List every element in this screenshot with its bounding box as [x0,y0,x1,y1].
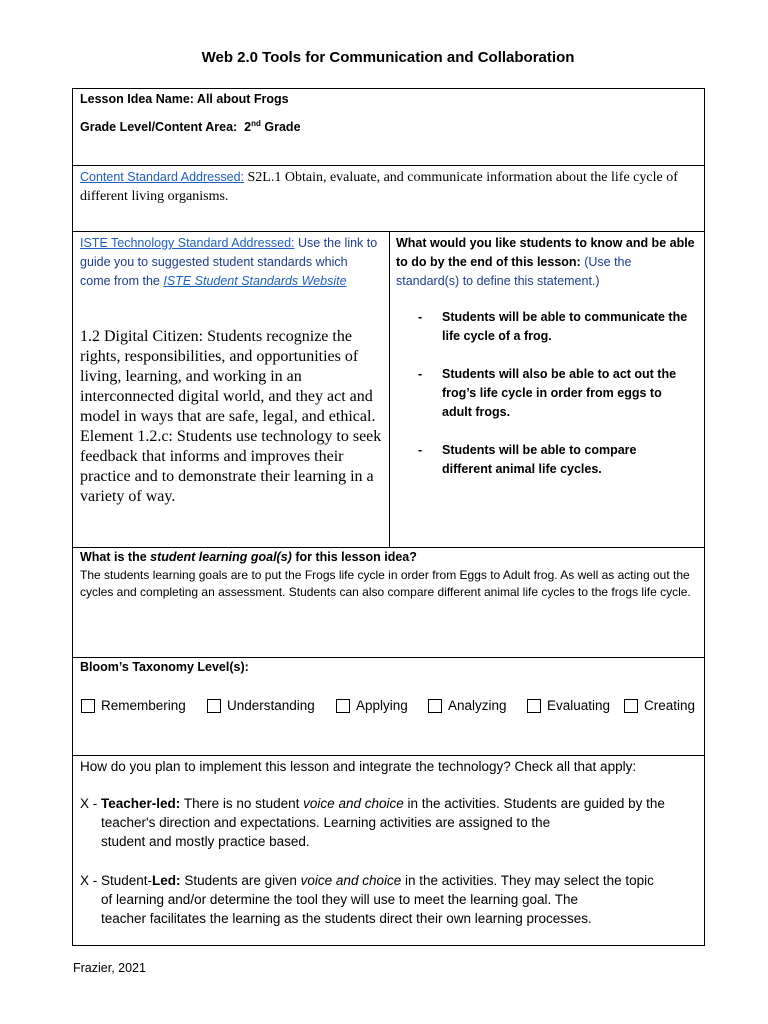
checkbox-understanding[interactable] [207,698,315,713]
student-led-option [80,871,700,928]
goal-q-suffix: for this lesson idea? [295,550,417,564]
objectives-hint: (Use the standard(s) to define this statement.) [396,255,632,288]
blooms-checkbox-row [81,698,701,718]
checkbox-box[interactable] [81,699,95,713]
iste-student-standards-link[interactable]: ISTE Student Standards Website [163,274,347,288]
student-led-mark: X - Student- [80,873,153,888]
checkbox-creating[interactable] [624,698,695,713]
iste-guide-text: Use the link to guide you to suggested student standards which come from the [80,236,378,288]
checkbox-remembering[interactable] [81,698,186,713]
blooms-label: Bloom’s Taxonomy Level(s): [80,660,249,674]
goal-q-prefix: What is the [80,550,147,564]
checkbox-label: Applying [356,698,408,713]
student-led-emphasis: voice and choice [300,873,402,888]
teacher-led-line1 [80,794,700,813]
student-led-line1 [80,871,700,890]
student-led-label: Led: [152,873,181,888]
content-standard-text: S2L.1 Obtain, evaluate, and communicate information about the life cycle of different living organisms. [80,170,678,204]
checkbox-label: Creating [644,698,696,713]
learning-goal-question [80,550,417,564]
content-standard [80,168,690,206]
checkbox-label: Analyzing [448,698,507,713]
list-item: - Students will be able to compare different animal life cycles. [418,441,688,479]
checkbox-box[interactable] [207,699,221,713]
checkbox-label: Understanding [227,698,315,713]
document-title: Web 2.0 Tools for Communication and Collaboration [201,49,575,66]
list-item: - Students will be able to communicate the life cycle of a frog. [418,308,688,346]
objectives-cell [389,231,705,548]
checkbox-label: Evaluating [547,698,611,713]
grade-level [80,119,301,134]
student-led-text1: Students are given [184,873,297,888]
checkbox-box[interactable] [624,699,638,713]
footer-credit: Frazier, 2021 [73,961,146,975]
lesson-info-cell [72,88,705,166]
teacher-led-line2: teacher's direction and expectations. Learning activities are assigned to the [101,815,551,830]
goal-q-emphasis: student learning goal(s) [150,550,292,564]
implementation-cell [72,755,705,946]
checkbox-box[interactable] [428,699,442,713]
learning-goal-cell [72,547,705,658]
content-standard-link[interactable]: Content Standard Addressed: [80,170,245,184]
teacher-led-label: Teacher-led: [101,796,181,811]
objectives-list [418,308,688,498]
objectives-question [396,234,696,291]
teacher-led-text1: There is no student [183,796,300,811]
grade-label: Grade Level/Content Area: [80,120,238,135]
grade-suffix: nd [251,119,261,128]
teacher-led-emphasis: voice and choice [303,796,404,811]
grade-number: 2 [244,120,252,135]
checkbox-applying[interactable] [336,698,408,713]
list-item: - Students will also be able to act out the frog’s life cycle in order from eggs to adult frogs. [418,365,688,422]
checkbox-evaluating[interactable] [527,698,610,713]
checkbox-box[interactable] [336,699,350,713]
checkbox-label: Remembering [101,698,186,713]
checkbox-analyzing[interactable] [428,698,507,713]
iste-standard-text: 1.2 Digital Citizen: Students recognize the rights, responsibilities, and opportunities of living, learning, and working in an interconnected digital world, and they act and model in ways that are safe, legal, and ethical. Element 1.2.c: Students use technology to seek feedback that informs and improves their practice and to demonstrate their learning in a variety of way. [80,328,382,505]
iste-header [80,234,380,291]
checkbox-box[interactable] [527,699,541,713]
teacher-led-line3: student and mostly practice based. [101,834,310,849]
implementation-question: How do you plan to implement this lesson and integrate the technology? Check all that apply: [80,759,637,774]
teacher-led-option [80,794,700,851]
iste-standard-cell [72,231,390,548]
teacher-led-text2: in the activities. Students are guided by the [407,796,665,811]
grade-word: Grade [264,120,301,135]
student-led-line3: teacher facilitates the learning as the students direct their own learning processes. [101,911,592,926]
content-standard-cell [72,165,705,232]
iste-standard-link[interactable]: ISTE Technology Standard Addressed: [80,236,295,250]
objectives-question-text: What would you like students to know and be able to do by the end of this lesson: [396,236,695,269]
student-led-line2: of learning and/or determine the tool they will use to meet the learning goal. The [101,892,579,907]
lesson-idea-name: Lesson Idea Name: All about Frogs [80,92,289,106]
learning-goal-answer: The students learning goals are to put the Frogs life cycle in order from Eggs to Adult frog. As well as acting out the cycles and completing an assessment. Students can also compare different animal life cycles to the frogs life cycle. [80,568,691,599]
teacher-led-mark: X - [80,796,98,811]
student-led-text2: in the activities. They may select the topic [405,873,654,888]
blooms-cell [72,657,705,756]
